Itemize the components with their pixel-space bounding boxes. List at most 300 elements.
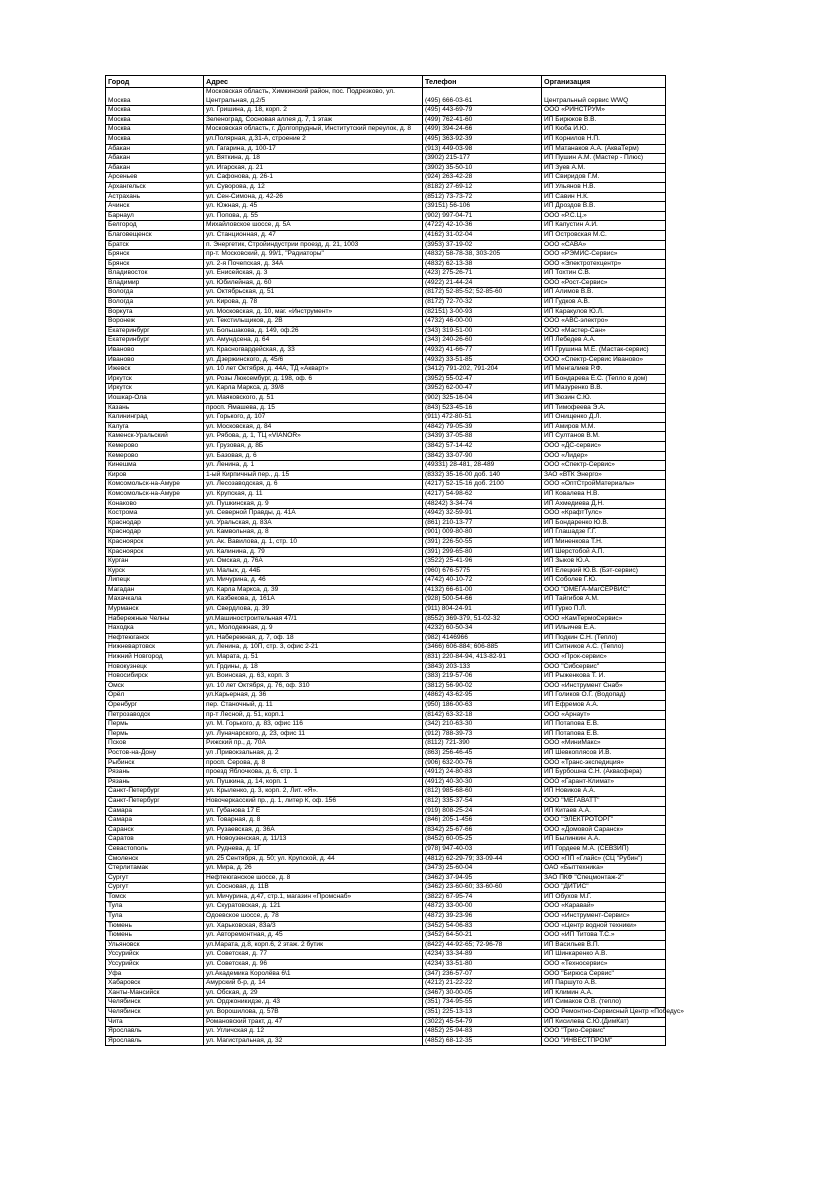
address-cell: ул. Станционная, д. 47 [204,230,423,240]
organization-cell: ОАО «Быттехника» [542,864,666,874]
address-cell: ул. Октябрьская, д. 51 [204,288,423,298]
city-cell: Кострома [106,509,204,519]
city-cell: Находка [106,624,204,634]
phone-cell: (8332) 35-16-00 доб. 140 [423,470,542,480]
address-cell: 1-ый Кирпичный пер., д. 15 [204,470,423,480]
address-cell: ул. 2-я Почепская, д. 34А [204,259,423,269]
phone-cell: (8112) 721-390 [423,739,542,749]
header-row [106,76,666,88]
address-cell: ул. Магистральная, д. 32 [204,1036,423,1046]
organization-cell: ООО "ДИТИС" [542,883,666,893]
table-row [106,566,666,576]
address-cell: ул. Суворова, д. 12 [204,182,423,192]
phone-cell: (423) 275-26-71 [423,269,542,279]
organization-cell: ООО «Домовой Саранск» [542,825,666,835]
address-cell: ул. М. Горького, д. 83, офис 116 [204,720,423,730]
phone-cell: (342) 210-63-30 [423,720,542,730]
phone-cell: (906) 632-00-76 [423,758,542,768]
city-cell: Иваново [106,355,204,365]
table-row [106,988,666,998]
phone-cell: (978) 947-40-03 [423,844,542,854]
city-cell: Братск [106,240,204,250]
city-cell: Вологда [106,298,204,308]
phone-cell: (982) 4146966 [423,633,542,643]
phone-cell: (3466) 606-884; 606-885 [423,643,542,653]
organization-cell: ООО "ЭЛЕКТРОТОРГ" [542,816,666,826]
city-cell: Хабаровск [106,979,204,989]
address-cell: ул. Губанова 17 Е [204,806,423,816]
phone-cell: (861) 210-13-77 [423,518,542,528]
phone-cell: (499) 762-41-60 [423,115,542,125]
address-cell: Михайловское шоссе, д. 5А [204,221,423,231]
organization-cell: ИП Матанаков А.А. (АкваТерм) [542,144,666,154]
city-cell: Набережные Челны [106,614,204,624]
phone-cell: (3473) 25-60-04 [423,864,542,874]
organization-cell: ИП Грушина М.Е. (Мастак-сервис) [542,346,666,356]
organization-cell: ИП Амиров М.М. [542,422,666,432]
organization-cell: ИП Бурбошна С.Н. (Аквасфера) [542,768,666,778]
address-cell: ул. Орджоникидзе, д. 43 [204,998,423,1008]
organization-cell: ИП Потапова Е.В. [542,720,666,730]
organization-cell: ИП Новиков А.А. [542,787,666,797]
city-cell: Каменск-Уральский [106,432,204,442]
header-address: Адрес [204,76,423,88]
address-cell: ул. Рузаевская, д. 36А [204,825,423,835]
city-cell: Барнаул [106,211,204,221]
service-centers-table [105,75,684,1046]
address-cell: ул. Мира, д. 26 [204,864,423,874]
address-cell: ул. Угличская д. 12 [204,1027,423,1037]
city-cell: Самара [106,816,204,826]
address-cell: ул. Крыленко, д. 3, корп. 2, Лит. «Я». [204,787,423,797]
table-row [106,451,666,461]
table-row [106,969,666,979]
address-cell: ул. Карла Маркса, д. 39 [204,585,423,595]
table-row [106,979,666,989]
city-cell: Иркутск [106,384,204,394]
table-row [106,902,666,912]
city-cell: Санкт-Петербург [106,796,204,806]
city-cell: Благовещенск [106,230,204,240]
organization-cell: ИП Симаков О.В. (тепло) [542,998,666,1008]
phone-cell: (3467) 30-00-05 [423,988,542,998]
address-cell: ул. Маяковского, д. 51 [204,394,423,404]
organization-cell: ИП Кисилева С.Ю.(ДимКат) [542,1017,666,1027]
organization-cell: ИП Климин А.А. [542,988,666,998]
table-row [106,374,666,384]
city-cell: Пермь [106,729,204,739]
phone-cell: (4232) 60-50-34 [423,624,542,634]
organization-cell: ИП Былинкин А.А. [542,835,666,845]
phone-cell: (3902) 35-50-10 [423,163,542,173]
phone-cell: (3822) 67-95-74 [423,892,542,902]
address-cell: ул., Молодежная, д. 9 [204,624,423,634]
table-row [106,921,666,931]
table-row [106,720,666,730]
organization-cell: ООО «ПП «Глайс» (СЦ "Рубин") [542,854,666,864]
table-row [106,825,666,835]
city-cell: Кинешма [106,461,204,471]
city-cell: Уссурийск [106,960,204,970]
address-cell: ул. Енисейская, д. 3 [204,269,423,279]
table-row [106,432,666,442]
organization-cell: ИП Капустин А.И. [542,221,666,231]
city-cell: Смоленск [106,854,204,864]
phone-cell: (3412) 791-202, 791-204 [423,365,542,375]
organization-cell: ООО «Центр водной техники» [542,921,666,931]
phone-cell: (3452) 64-50-21 [423,931,542,941]
city-cell: Саранск [106,825,204,835]
organization-cell: ООО «РЭМИС-Сервис» [542,250,666,260]
address-cell: ул. Казбекова, д. 161А [204,595,423,605]
table-row [106,298,666,308]
table-row [106,998,666,1008]
city-cell: Тюмень [106,921,204,931]
address-cell: ул. Дзержинского, д. 45/6 [204,355,423,365]
phone-cell: (3022) 45-54-79 [423,1017,542,1027]
address-cell: ул. Скуратовская, д. 121 [204,902,423,912]
city-cell: Сургут [106,883,204,893]
city-cell: Москва [106,125,204,135]
city-cell: Рязань [106,777,204,787]
phone-cell: (3843) 203-133 [423,662,542,672]
phone-cell: (902) 325-16-04 [423,394,542,404]
organization-cell: ИП Ахмедиева Д.Н. [542,499,666,509]
phone-cell: (4832) 62-13-38 [423,259,542,269]
organization-cell: ООО «Рост-Сервис» [542,278,666,288]
table-row [106,163,666,173]
address-cell: ул. Красногвардейская, д. 33 [204,346,423,356]
phone-cell: (913) 449-03-98 [423,144,542,154]
table-row [106,269,666,279]
organization-cell: ИП Каракулов Ю.Л. [542,307,666,317]
organization-cell: ИП Шерстобой А.П. [542,547,666,557]
city-cell: Калининград [106,413,204,423]
address-cell: ул. Гагарина, д. 100-17 [204,144,423,154]
table-row [106,144,666,154]
table-row [106,672,666,682]
phone-cell: (3842) 33-07-90 [423,451,542,461]
table-row [106,864,666,874]
table-row [106,806,666,816]
phone-cell: (911) 472-80-51 [423,413,542,423]
city-cell: Йошкар-Ола [106,394,204,404]
city-cell: Киров [106,470,204,480]
table-row [106,413,666,423]
address-cell: Рижский пр., д. 70А [204,739,423,749]
phone-cell: (3462) 37-94-95 [423,873,542,883]
phone-cell: (39151) 56-106 [423,202,542,212]
city-cell: Москва [106,88,204,106]
city-cell: Мурманск [106,605,204,615]
phone-cell: (8452) 60-05-25 [423,835,542,845]
city-cell: Нижневартовск [106,643,204,653]
organization-cell: ООО "МЕГАВАТТ" [542,796,666,806]
city-cell: Абакан [106,163,204,173]
phone-cell: (8512) 73-73-72 [423,192,542,202]
phone-cell: (4872) 33-00-00 [423,902,542,912]
table-row [106,182,666,192]
address-cell: ул. Горького, д. 107 [204,413,423,423]
address-cell: ул. Вяткина, д. 18 [204,154,423,164]
phone-cell: (4842) 79-05-39 [423,422,542,432]
city-cell: Комсомольск-на-Амуре [106,480,204,490]
address-cell: Московская область, Химкинский район, пос. Подрезково, ул. Центральная, д.2/5 [204,88,423,106]
table-row [106,422,666,432]
table-row [106,739,666,749]
table-row [106,576,666,586]
city-cell: Стерлитамак [106,864,204,874]
city-cell: Уфа [106,969,204,979]
table-row [106,461,666,471]
phone-cell: (4862) 43-62-95 [423,691,542,701]
address-cell: Новочеркасский пр., д. 1, литер К, оф. 156 [204,796,423,806]
address-cell: ул.Карьерная, д. 36 [204,691,423,701]
address-cell: Зеленоград, Сосновая аллея д. 7, 1 этаж [204,115,423,125]
table-row [106,115,666,125]
table-row [106,192,666,202]
table-row [106,595,666,605]
organization-cell: ООО «Спектр-Сервис Иваново» [542,355,666,365]
city-cell: Новокузнецк [106,662,204,672]
address-cell: ул. Сосновая, д. 11В [204,883,423,893]
organization-cell: ИП Ковалева Н.В. [542,489,666,499]
organization-cell: ООО «Каравай» [542,902,666,912]
table-row [106,547,666,557]
table-row [106,403,666,413]
address-cell: ул. Текстильщиков, д. 2В [204,317,423,327]
table-row [106,202,666,212]
phone-cell: (4212) 21-22-22 [423,979,542,989]
address-cell: ул.Машиностроительная 47/1 [204,614,423,624]
organization-cell: ИП Мазуренко В.В. [542,384,666,394]
address-cell: ул. Мичурина, д. 46 [204,576,423,586]
city-cell: Томск [106,892,204,902]
city-cell: Краснодар [106,518,204,528]
address-cell: ул. Лесозаводская, д. 6 [204,480,423,490]
city-cell: Владивосток [106,269,204,279]
address-cell: Московская область, г. Долгопрудный, Институтский переулок, д. 8 [204,125,423,135]
organization-cell: ООО «Мастер-Сан» [542,326,666,336]
phone-cell: (4162) 31-02-04 [423,230,542,240]
phone-cell: (3952) 55-02-47 [423,374,542,384]
city-cell: Тула [106,912,204,922]
city-cell: Ярославль [106,1027,204,1037]
city-cell: Челябинск [106,998,204,1008]
table-row [106,1008,666,1018]
address-cell: ул. Марата, д. 51 [204,653,423,663]
table-row [106,960,666,970]
address-cell: Нефтеюганское шоссе, д. 8 [204,873,423,883]
address-cell: ул. Советская, д. 96 [204,960,423,970]
table-row [106,1027,666,1037]
organization-cell: ИП Зыков Ю.А. [542,557,666,567]
organization-cell: ИП Елецкий Ю.В. (Бэт-сервис) [542,566,666,576]
table-row [106,250,666,260]
phone-cell: (8172) 52-85-52; 52-85-60 [423,288,542,298]
city-cell: Кемерово [106,451,204,461]
address-cell: ул. Юбилейная, д. 60 [204,278,423,288]
table-row [106,701,666,711]
table-row [106,816,666,826]
phone-cell: (4217) 54-98-62 [423,489,542,499]
phone-cell: (4812) 62-29-79; 33-09-44 [423,854,542,864]
phone-cell: (911) 804-24-91 [423,605,542,615]
table-row [106,710,666,720]
table-row [106,662,666,672]
organization-cell: ООО «МиниМакс» [542,739,666,749]
table-row [106,931,666,941]
organization-cell: ООО "ИНВЕСТПРОМ" [542,1036,666,1046]
organization-cell: ООО «Спектр-Сервис» [542,461,666,471]
city-cell: Челябинск [106,1008,204,1018]
address-cell: ул. Пушкина, д. 14, корп. 1 [204,777,423,787]
address-cell: ул .Привокзальная, д. 2 [204,748,423,758]
organization-cell: ИП Дроздов В.В. [542,202,666,212]
organization-cell: ООО «Транс-экспедиция» [542,758,666,768]
table-body [106,88,684,1046]
phone-cell: (3462) 23-60-60; 33-60-60 [423,883,542,893]
organization-cell: ИП Подкин С.Н. (Тепло) [542,633,666,643]
phone-cell: (8182) 27-69-12 [423,182,542,192]
city-cell: Новосибирск [106,672,204,682]
city-cell: Оренбург [106,701,204,711]
table-row [106,470,666,480]
organization-cell: ИП Менгалиев Р.Ф. [542,365,666,375]
organization-cell: ООО «Электротехцентр» [542,259,666,269]
organization-cell: ООО "ОМЕГА-МагСЕРВИС" [542,585,666,595]
organization-cell: ИП Обухов М.Г. [542,892,666,902]
city-cell: Нефтеюганск [106,633,204,643]
organization-cell: ООО «ИП Титова Т.С.» [542,931,666,941]
city-cell: Брянск [106,259,204,269]
phone-cell: (812) 985-68-60 [423,787,542,797]
organization-cell: ИП Корнилов Н.П. [542,134,666,144]
city-cell: Махачкала [106,595,204,605]
header-organization: Организация [542,76,666,88]
table-row [106,518,666,528]
city-cell: Москва [106,115,204,125]
address-cell: ул. Московская, д. 84 [204,422,423,432]
address-cell: п. Энергетик, Стройиндустрии проезд, д. 21, 1003 [204,240,423,250]
table-row [106,940,666,950]
address-cell: ул. Рябова, д. 1, ТЦ «VIANOR» [204,432,423,442]
city-cell: Екатеринбург [106,326,204,336]
city-cell: Сургут [106,873,204,883]
city-cell: Иваново [106,346,204,356]
table-row [106,681,666,691]
organization-cell: ИП Ефремов А.А. [542,701,666,711]
table-row [106,259,666,269]
city-cell: Тюмень [106,931,204,941]
organization-cell: ИП Тохтин С.В. [542,269,666,279]
table-row [106,336,666,346]
address-cell: пр-т. Московский, д. 99/1, "Радиаторы" [204,250,423,260]
header-city: Город [106,76,204,88]
address-cell: пр-т Лесной, д. 51, корп.1 [204,710,423,720]
organization-cell: ИП Ситников А.С. (Тепло) [542,643,666,653]
phone-cell: (912) 788-39-73 [423,729,542,739]
phone-cell: (960) 676-5775 [423,566,542,576]
table-row [106,278,666,288]
organization-cell: ИП Шинкаренко А.В. [542,950,666,960]
phone-cell: (3812) 56-90-02 [423,681,542,691]
organization-cell: ИП Бондаренко Ю.В. [542,518,666,528]
organization-cell: ИП Тайгибов А.М. [542,595,666,605]
city-cell: Красноярск [106,537,204,547]
address-cell: ул. Руднева, д. 1Г [204,844,423,854]
phone-cell: (4732) 46-00-00 [423,317,542,327]
phone-cell: (48242) 3-34-74 [423,499,542,509]
table-row [106,537,666,547]
address-cell: ул. Новоузенская, д. 11/13 [204,835,423,845]
organization-cell: ООО "Сибсервис" [542,662,666,672]
address-cell: ул. Попова, д. 55 [204,211,423,221]
organization-cell: ООО «Арнаут» [542,710,666,720]
organization-cell: ООО «Р.С.Ц.» [542,211,666,221]
city-cell: Вологда [106,288,204,298]
phone-cell: (846) 205-1-456 [423,816,542,826]
organization-cell: ООО «САВА» [542,240,666,250]
table-row [106,441,666,451]
table-row [106,394,666,404]
city-cell: Калуга [106,422,204,432]
table-row [106,796,666,806]
address-cell: пер. Станочный, д. 11 [204,701,423,711]
table-row [106,317,666,327]
phone-cell: (343) 319-51-00 [423,326,542,336]
table-row [106,528,666,538]
organization-cell: ИП Бирюков В.В. [542,115,666,125]
address-cell: ул. Ак. Вавилова, д. 1, стр. 10 [204,537,423,547]
phone-cell: (4742) 40-10-72 [423,576,542,586]
address-cell: Романовский тракт, д. 47 [204,1017,423,1027]
city-cell: Ханты-Мансийск [106,988,204,998]
address-cell: ул. Грузовая, д. 8Б [204,441,423,451]
organization-cell: ИП Зюзин С.Ю. [542,394,666,404]
organization-cell: ИП Свиридов Г.М. [542,173,666,183]
city-cell: Воркута [106,307,204,317]
table-row [106,88,666,106]
address-cell: ул. Харьковская, 83а/3 [204,921,423,931]
organization-cell: ООО "Трио-Сервис" [542,1027,666,1037]
address-cell: ул. 10 лет Октября, д. 44А, ТД «Акварт» [204,365,423,375]
table-row [106,499,666,509]
table-row [106,221,666,231]
table-row [106,230,666,240]
phone-cell: (4942) 32-59-91 [423,509,542,519]
phone-cell: (924) 263-42-28 [423,173,542,183]
table-row [106,557,666,567]
phone-cell: (3953) 37-19-02 [423,240,542,250]
address-cell: ул.Марата, д.8, корп.6, 2 этаж. 2 бутик [204,940,423,950]
phone-cell: (495) 443-69-79 [423,106,542,116]
city-cell: Тула [106,902,204,912]
address-cell: ул. Северной Правды, д. 41А [204,509,423,519]
address-cell: ул. Амундсена, д. 64 [204,336,423,346]
phone-cell: (4912) 24-80-83 [423,768,542,778]
city-cell: Петрозаводск [106,710,204,720]
city-cell: Рыбинск [106,758,204,768]
table-row [106,758,666,768]
table-row [106,1017,666,1027]
organization-cell: ИП Зуев А.М. [542,163,666,173]
city-cell: Казань [106,403,204,413]
table-row [106,624,666,634]
phone-cell: (499) 394-24-66 [423,125,542,135]
organization-cell: ИП Соболев Г.Ю. [542,576,666,586]
phone-cell: (928) 500-54-66 [423,595,542,605]
